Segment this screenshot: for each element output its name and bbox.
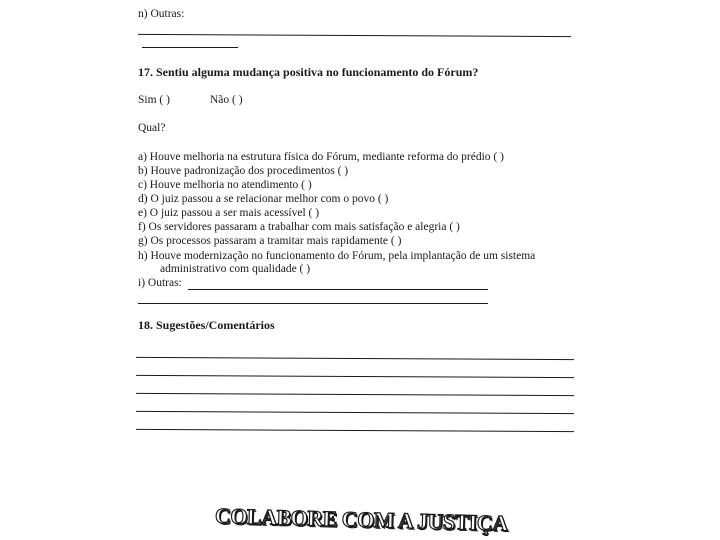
q17-option-h[interactable]: h) Houve modernização no funcionamento do Fórum, pela implantação de um sistema	[138, 250, 536, 262]
q17-option-g[interactable]: g) Os processos passaram a tramitar mais rapidamente ( )	[138, 235, 402, 247]
q18-comment-line-5[interactable]	[136, 429, 574, 432]
n-outras-label: n) Outras:	[138, 8, 185, 20]
q18-comment-line-2[interactable]	[136, 375, 574, 378]
q17-qual-label: Qual?	[138, 122, 166, 134]
footer-slogan: COLABORE COM A JUSTIÇA	[214, 503, 509, 536]
q18-title: 18. Sugestões/Comentários	[138, 318, 275, 332]
q17-nao-option[interactable]: Não ( )	[210, 94, 243, 106]
q17-option-c[interactable]: c) Houve melhoria no atendimento ( )	[138, 179, 312, 191]
q18-comment-line-1[interactable]	[136, 357, 574, 360]
n-outras-answer-line-2[interactable]	[142, 47, 238, 48]
q17-option-d[interactable]: d) O juiz passou a se relacionar melhor com o povo ( )	[138, 193, 389, 205]
q17-option-a[interactable]: a) Houve melhoria na estrutura física do Fórum, mediante reforma do prédio ( )	[138, 151, 504, 163]
q17-sim-option[interactable]: Sim ( )	[138, 94, 170, 106]
q17-option-b[interactable]: b) Houve padronização dos procedimentos ( )	[138, 165, 349, 177]
q18-comment-line-3[interactable]	[136, 393, 574, 396]
q18-comment-line-4[interactable]	[136, 411, 574, 414]
q17-title: 17. Sentiu alguma mudança positiva no funcionamento do Fórum?	[138, 65, 479, 79]
q17-option-h-continued[interactable]: administrativo com qualidade ( )	[160, 263, 311, 275]
q17-outras-answer-line-2[interactable]	[138, 303, 488, 304]
q17-option-f[interactable]: f) Os servidores passaram a trabalhar com mais satisfação e alegria ( )	[138, 221, 460, 233]
q17-outras-answer-line[interactable]	[188, 289, 488, 290]
q17-option-i: i) Outras:	[138, 277, 182, 289]
n-outras-answer-line[interactable]	[138, 34, 571, 37]
q17-option-e[interactable]: e) O juiz passou a ser mais acessível ( )	[138, 207, 320, 219]
